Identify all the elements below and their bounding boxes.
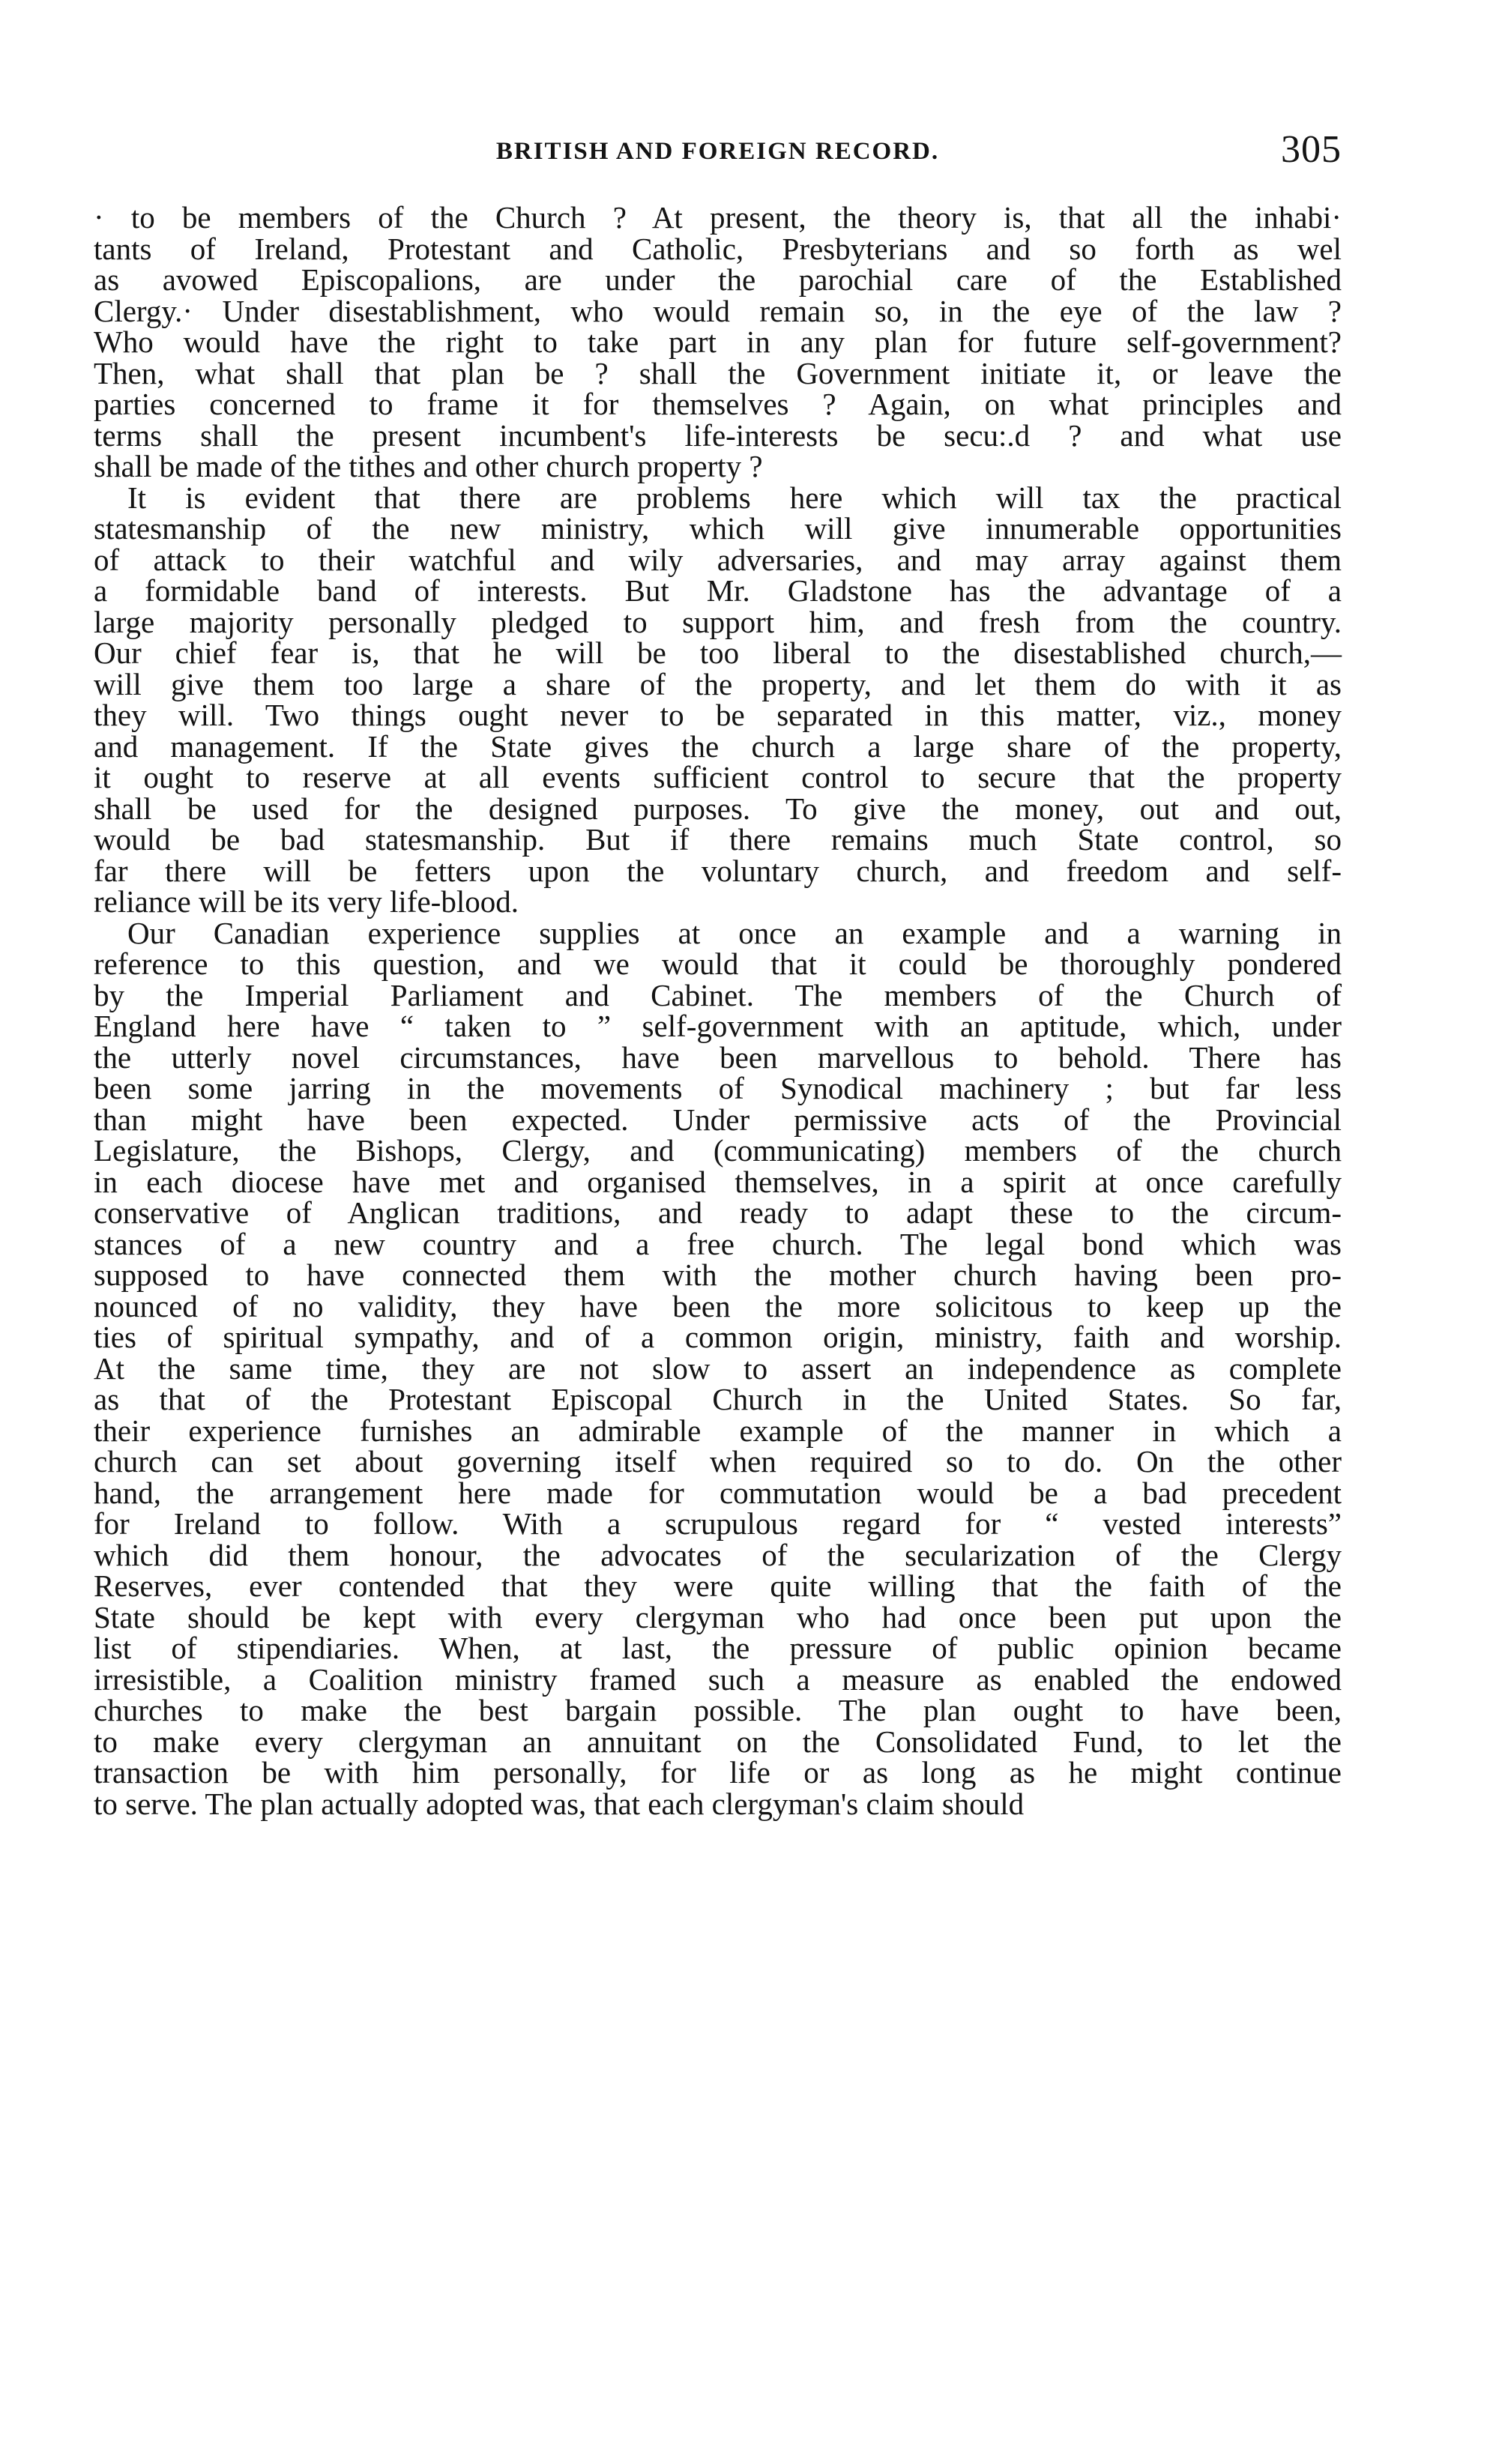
text-line: conservative of Anglican traditions, and ready to adapt these to the circum-	[94, 1195, 1342, 1230]
text-line: transaction be with him personally, for life or as long as he might continue	[94, 1755, 1342, 1790]
text-line: Then, what shall that plan be ? shall the Government initiate it, or leave the	[94, 355, 1342, 390]
text-line: a formidable band of interests. But Mr. Gladstone has the advantage of a	[94, 573, 1342, 608]
text-line: ties of spiritual sympathy, and of a common origin, ministry, faith and worship.	[94, 1320, 1342, 1354]
text-line: the utterly novel circumstances, have been marvellous to behold. There has	[94, 1039, 1342, 1075]
text-line: Our chief fear is, that he will be too liberal to the disestablished church,—	[94, 635, 1342, 670]
text-line: Clergy.· Under disestablishment, who would remain so, in the eye of the law ?	[94, 293, 1342, 328]
text-line: large majority personally pledged to support him, and fresh from the country.	[94, 604, 1342, 639]
text-line: to serve. The plan actually adopted was, that each clergyman's claim should	[94, 1786, 1025, 1821]
text-line: by the Imperial Parliament and Cabinet. The members of the Church of	[94, 977, 1342, 1012]
running-title: BRITISH AND FOREIGN RECORD.	[495, 138, 940, 165]
text-line: been some jarring in the movements of Synodical machinery ; but far less	[94, 1071, 1342, 1105]
text-line: it ought to reserve at all events sufficient control to secure that the property	[94, 760, 1342, 794]
text-line: Who would have the right to take part in any plan for future self-government?	[94, 324, 1342, 359]
text-line: State should be kept with every clergyman who had once been put upon the	[94, 1599, 1342, 1634]
text-line: reference to this question, and we would that it could be thoroughly pondered	[94, 946, 1342, 981]
text-line: would be bad statesmanship. But if there remains much State control, so	[94, 822, 1342, 857]
text-line: Our Canadian experience supplies at once an example and a warning in	[127, 915, 1342, 950]
body-text	[94, 202, 1342, 1820]
text-line: churches to make the best bargain possible. The plan ought to have been,	[94, 1693, 1342, 1727]
text-line: statesmanship of the new ministry, which will give innumerable opportunities	[94, 511, 1342, 546]
text-line: for Ireland to follow. With a scrupulous regard for “ vested interests”	[94, 1506, 1342, 1541]
text-line: church can set about governing itself when required so to do. On the other	[94, 1444, 1342, 1479]
text-line: in each diocese have met and organised themselves, in a spirit at once carefully	[94, 1164, 1342, 1199]
text-line: irresistible, a Coalition ministry framed such a measure as enabled the endowed	[94, 1661, 1342, 1697]
text-line: stances of a new country and a free church. The legal bond which was	[94, 1226, 1342, 1261]
text-line: as avowed Episcopalions, are under the parochial care of the Established	[94, 262, 1342, 297]
text-line: to make every clergyman an annuitant on the Consolidated Fund, to let the	[94, 1724, 1342, 1759]
text-line: Reserves, ever contended that they were quite willing that the faith of the	[94, 1568, 1342, 1603]
text-line: England here have “ taken to ” self-government with an aptitude, which, under	[94, 1009, 1342, 1043]
paragraph	[94, 202, 1342, 483]
text-line: which did them honour, the advocates of the secularization of the Clergy	[94, 1537, 1342, 1572]
text-line: terms shall the present incumbent's life-interests be secu:.d ? and what use	[94, 417, 1342, 453]
text-line: · to be members of the Church ? At present, the theory is, that all the inhabi·	[94, 200, 1342, 235]
page-number: 305	[1281, 128, 1342, 171]
text-line: as that of the Protestant Episcopal Church in the United States. So far,	[94, 1382, 1342, 1416]
text-line: At the same time, they are not slow to assert an independence as complete	[94, 1350, 1342, 1386]
text-line: far there will be fetters upon the voluntary church, and freedom and self-	[94, 853, 1342, 888]
text-line: than might have been expected. Under permissive acts of the Provincial	[94, 1102, 1342, 1137]
text-line: nounced of no validity, they have been the more solicitous to keep up the	[94, 1288, 1342, 1323]
paragraph	[94, 915, 1342, 1821]
text-line: will give them too large a share of the property, and let them do with it as	[94, 666, 1342, 701]
text-line: tants of Ireland, Protestant and Catholic, Presbyterians and so forth as wel	[94, 231, 1342, 266]
text-line: they will. Two things ought never to be separated in this matter, viz., money	[94, 698, 1342, 732]
text-line: reliance will be its very life-blood.	[94, 884, 519, 919]
running-header	[94, 127, 1342, 180]
text-line: of attack to their watchful and wily adversaries, and may array against them	[94, 542, 1342, 577]
text-line: shall be made of the tithes and other church property ?	[94, 449, 763, 483]
text-line: supposed to have connected them with the mother church having been pro-	[94, 1257, 1342, 1292]
text-line: Legislature, the Bishops, Clergy, and (communicating) members of the church	[94, 1133, 1342, 1168]
text-line: shall be used for the designed purposes. To give the money, out and out,	[94, 791, 1342, 826]
text-line: parties concerned to frame it for themselves ? Again, on what principles and	[94, 387, 1342, 421]
text-line: list of stipendiaries. When, at last, the pressure of public opinion became	[94, 1631, 1342, 1665]
paragraph	[94, 480, 1342, 919]
text-line: their experience furnishes an admirable example of the manner in which a	[94, 1413, 1342, 1448]
text-line: and management. If the State gives the church a large share of the property,	[94, 728, 1342, 764]
text-line: It is evident that there are problems here which will tax the practical	[127, 480, 1342, 515]
text-line: hand, the arrangement here made for commutation would be a bad precedent	[94, 1475, 1342, 1510]
